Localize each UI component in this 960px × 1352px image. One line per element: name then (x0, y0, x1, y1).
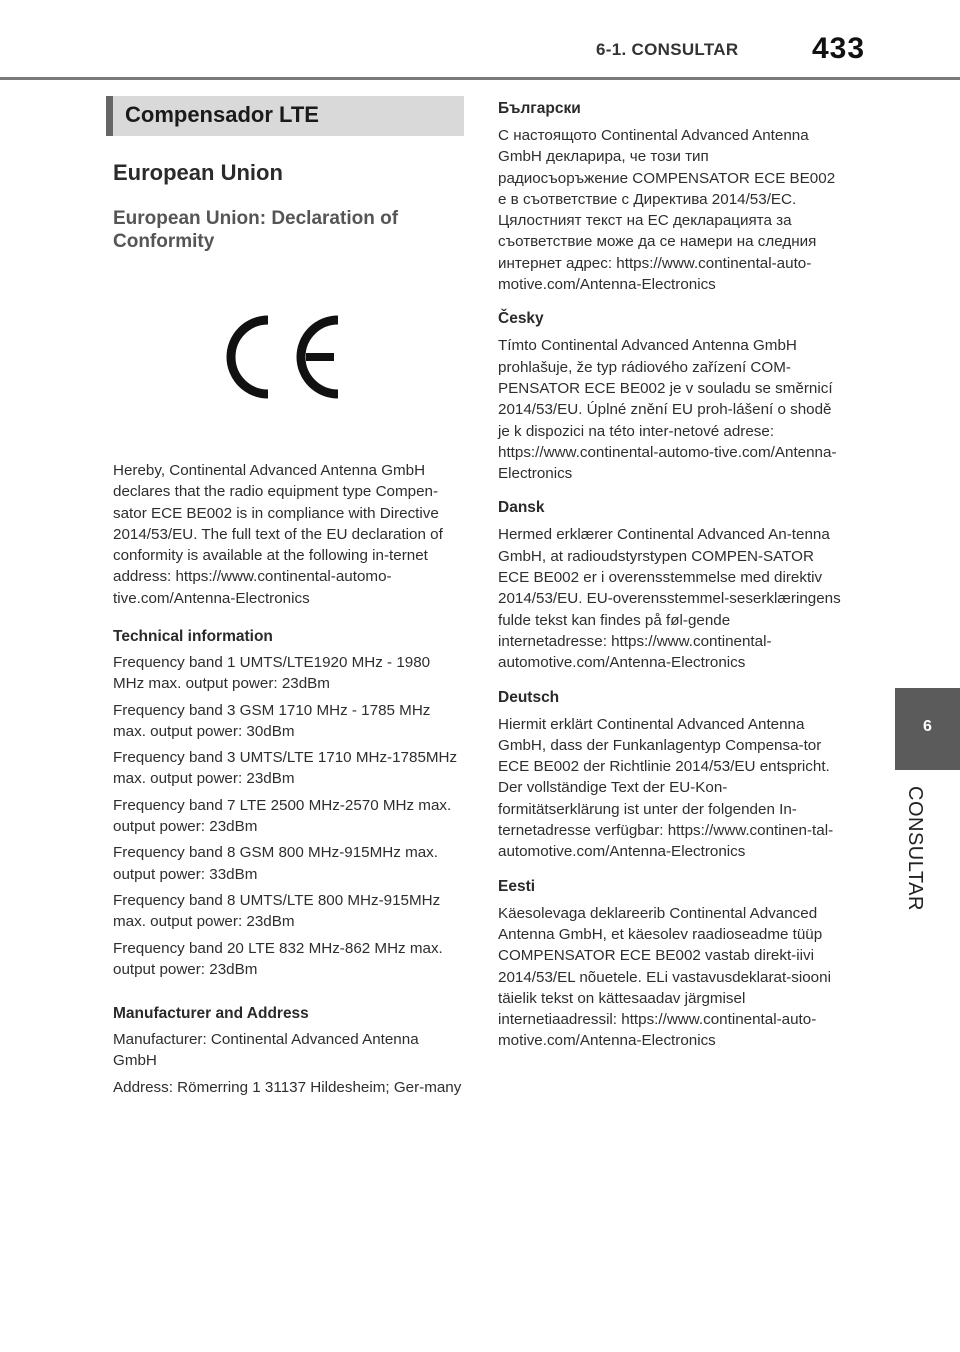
technical-item: Frequency band 3 GSM 1710 MHz - 1785 MHz max. output power: 30dBm (113, 701, 431, 740)
language-block-danish (498, 499, 843, 673)
chapter-tab (895, 688, 960, 770)
language-declarations (498, 100, 843, 1067)
chapter-number: 6 (923, 718, 932, 735)
technical-item: Frequency band 8 GSM 800 MHz-915MHz max. output power: 33dBm (113, 844, 438, 883)
section-title: Compensador LTE (125, 102, 319, 127)
section-title-bar (106, 96, 464, 136)
language-text: С настоящото Continental Advanced Antenna GmbH декларира, че този тип радиосъоръжение COMPENSATOR ECE BE002 е в съответствие с Директива 2014/53/ЕС. Цялостният текст на ЕС декларацията за съответствие може да се намери на следния интернет адрес: https://www.continental-auto-motive.com/Antenna-Electronics (498, 127, 836, 294)
manufacturer-section (113, 1005, 463, 1103)
running-header-title: 6-1. CONSULTAR (596, 40, 739, 59)
language-block-estonian (498, 878, 843, 1052)
language-text: Hermed erklærer Continental Advanced An-tenna GmbH, at radioudstyrstypen COMPEN-SATOR ECE BE002 er i overensstemmelse med direktiv 2014/53/EU. EU-overensstemmel-seserklæringens fulde tekst kan findes på føl-gende internetadresse: https://www.continental-automotive.com/Antenna-Electronics (498, 526, 841, 672)
language-text: Hiermit erklärt Continental Advanced Antenna GmbH, dass der Funkanlagentyp Compensa-tor ECE BE002 der Richtlinie 2014/53/EU entspricht. Der vollständige Text der EU-Kon-formitätserklärung ist unter der folgenden In-ternetadresse verfügbar: https://www.continen-tal-automotive.com/Antenna-Electronics (498, 715, 834, 861)
page-number: 433 (812, 32, 866, 65)
header-rule (0, 77, 960, 80)
heading-declaration: European Union: Declaration of Conformity (113, 208, 399, 252)
language-block-czech (498, 310, 843, 484)
manufacturer-text: Manufacturer: Continental Advanced Antenna GmbH (113, 1031, 419, 1070)
language-heading: Dansk (498, 499, 545, 517)
address-text: Address: Römerring 1 31137 Hildesheim; Ger-many (113, 1078, 462, 1096)
language-block-bulgarian (498, 100, 843, 295)
technical-item: Frequency band 7 LTE 2500 MHz-2570 MHz max. output power: 23dBm (113, 796, 452, 836)
language-block-german (498, 689, 843, 863)
technical-heading: Technical information (113, 628, 273, 645)
technical-item: Frequency band 20 LTE 832 MHz-862 MHz max. output power: 23dBm (113, 939, 443, 978)
declaration-text: Hereby, Continental Advanced Antenna GmbH declares that the radio equipment type Compen-sator ECE BE002 is in compliance with Directive 2014/53/EU. The full text of the EU declaration of conformity is available at the following in-ternet address: https://www.continental-automo-tive.com/Antenna-Electronics (113, 462, 443, 607)
ce-mark-icon (226, 314, 346, 400)
manufacturer-heading: Manufacturer and Address (113, 1005, 309, 1022)
technical-section (113, 628, 463, 985)
language-text: Tímto Continental Advanced Antenna GmbH prohlašuje, že typ rádiového zařízení COM-PENSATOR ECE BE002 je v souladu se směrnicí 2014/53/EU. Úplné znění EU proh-lášení o shodě je k dispozici na této inter-netové adrese: https://www.continental-automo-tive.com/Antenna-Electronics (498, 337, 837, 483)
heading-european-union: European Union (113, 160, 283, 185)
language-heading: Eesti (498, 877, 536, 895)
technical-item: Frequency band 1 UMTS/LTE1920 MHz - 1980 MHz max. output power: 23dBm (113, 654, 431, 693)
chapter-label: CONSULTAR (904, 786, 926, 911)
language-heading: Česky (498, 310, 544, 328)
technical-item: Frequency band 3 UMTS/LTE 1710 MHz-1785MHz max. output power: 23dBm (113, 749, 458, 788)
language-text: Käesolevaga deklareerib Continental Advanced Antenna GmbH, et käesolev raadioseadme tüüp COMPENSATOR ECE BE002 vastab direkt-iivi 2014/53/EL nõuetele. ELi vastavusdeklarat-siooni täielik tekst on kättesaadav järgmisel internetiaadressil: https://www.continental-auto-motive.com/Antenna-Electronics (498, 904, 831, 1050)
language-heading: Deutsch (498, 688, 560, 706)
technical-item: Frequency band 8 UMTS/LTE 800 MHz-915MHz max. output power: 23dBm (113, 891, 441, 931)
language-heading: Български (498, 100, 581, 117)
